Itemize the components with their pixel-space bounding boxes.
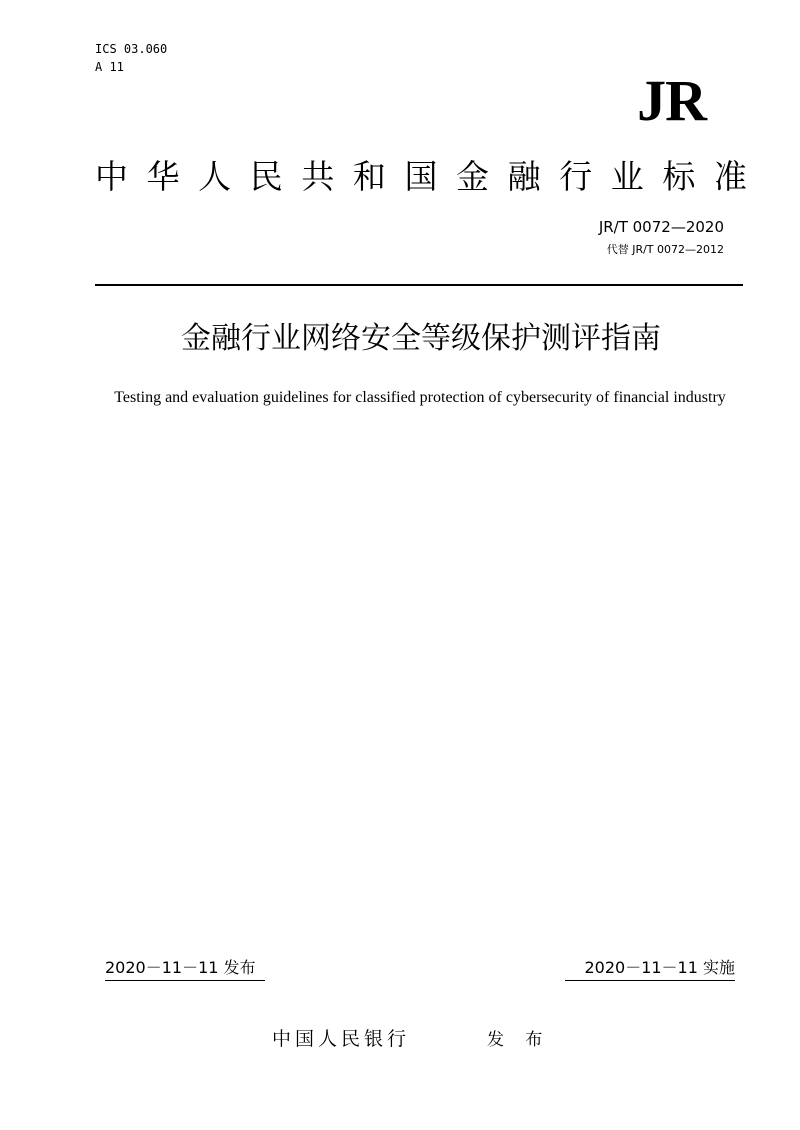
publish-date: 2020－11－11 发布: [105, 957, 265, 981]
issuing-authority: 中国人民银行: [272, 1028, 411, 1050]
category-char: 国: [404, 157, 438, 196]
standard-number: JR/T 0072—2020: [598, 218, 724, 236]
category-char: 标: [662, 157, 696, 196]
category-char: 民: [249, 157, 283, 196]
category-char: 华: [146, 157, 180, 196]
jr-logo: JR: [637, 68, 706, 133]
ics-code: ICS 03.060: [95, 42, 168, 56]
category-char: 和: [352, 157, 386, 196]
header-divider: [95, 284, 743, 286]
category-char: 行: [559, 157, 593, 196]
document-title-english: Testing and evaluation guidelines for classified protection of cybersecurity of financial industry: [114, 389, 726, 406]
category-char: 中: [95, 157, 128, 196]
ccs-code: A 11: [95, 60, 124, 74]
category-char: 业: [610, 157, 644, 196]
document-title-chinese: 金融行业网络安全等级保护测评指南: [181, 321, 661, 356]
replaces-standard: 代替 JR/T 0072—2012: [606, 243, 724, 256]
category-char: 准: [713, 157, 747, 196]
standard-category: [95, 151, 747, 203]
category-char: 人: [198, 157, 232, 196]
category-char: 共: [301, 157, 335, 196]
implementation-date: 2020－11－11 实施: [565, 957, 735, 981]
category-char: 融: [507, 157, 541, 196]
issue-label: 发 布: [487, 1030, 551, 1050]
category-char: 金: [456, 157, 490, 196]
